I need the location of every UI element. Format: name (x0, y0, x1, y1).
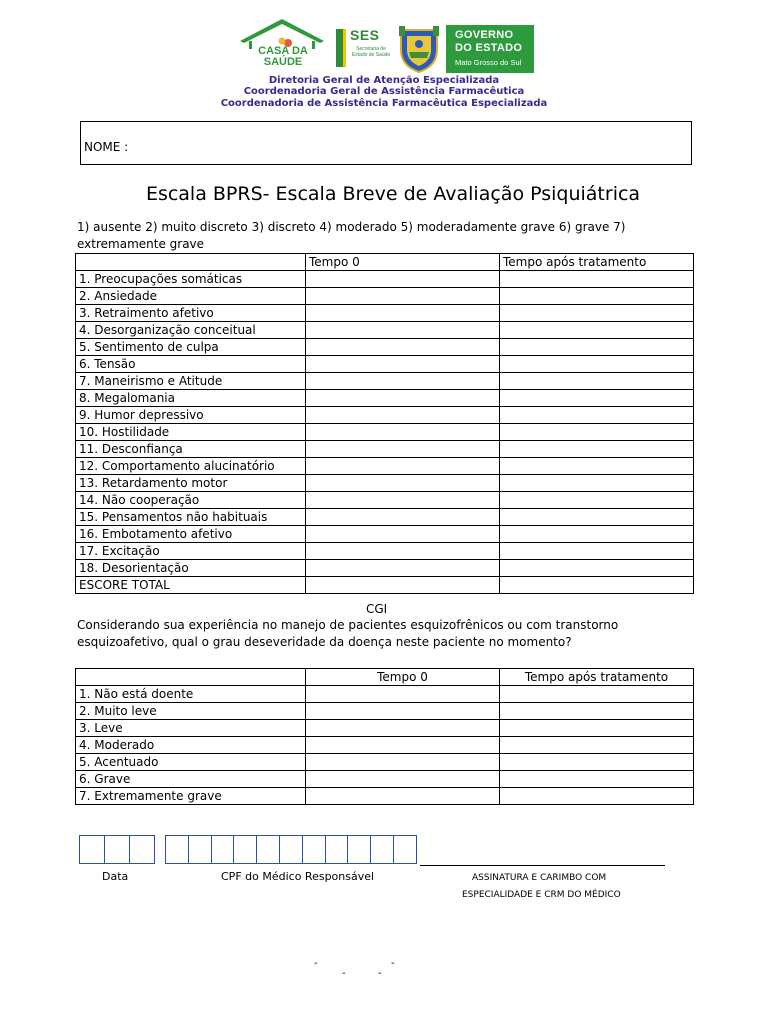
bprs-time0-cell[interactable] (306, 492, 500, 509)
cgi-question-line-1: Considerando sua experiência no manejo de pacientes esquizofrênicos ou com transtorno (77, 618, 619, 632)
bprs-item-label: 9. Humor depressivo (76, 407, 306, 424)
cgi-table (75, 668, 694, 805)
bprs-item-label: ESCORE TOTAL (76, 577, 306, 594)
bprs-row (76, 339, 694, 356)
bprs-after-cell[interactable] (500, 373, 694, 390)
cgi-time0-cell[interactable] (306, 788, 500, 805)
name-label: NOME : (84, 140, 129, 154)
cgi-after-cell[interactable] (500, 686, 694, 703)
cpf-digit-box[interactable] (256, 835, 280, 864)
bprs-time0-cell[interactable] (306, 339, 500, 356)
ses-subtitle: Secretaria de Estado de Saúde (351, 46, 391, 58)
bprs-row (76, 322, 694, 339)
bprs-item-label: 5. Sentimento de culpa (76, 339, 306, 356)
cgi-row (76, 771, 694, 788)
bprs-header-empty (76, 254, 306, 271)
ses-title: SES (350, 27, 380, 43)
footer-dash-mark: - (342, 968, 346, 979)
cgi-after-cell[interactable] (500, 703, 694, 720)
cgi-row (76, 788, 694, 805)
date-digit-box[interactable] (79, 835, 105, 864)
bprs-item-label: 1. Preocupações somáticas (76, 271, 306, 288)
cgi-row (76, 720, 694, 737)
bprs-header-after: Tempo após tratamento (500, 254, 694, 271)
bprs-time0-cell[interactable] (306, 407, 500, 424)
bprs-item-label: 18. Desorientação (76, 560, 306, 577)
cgi-item-label: 6. Grave (76, 771, 306, 788)
bprs-after-cell[interactable] (500, 322, 694, 339)
cgi-row (76, 754, 694, 771)
document-title: Escala BPRS- Escala Breve de Avaliação Psiquiátrica (145, 183, 641, 205)
bprs-item-label: 10. Hostilidade (76, 424, 306, 441)
cpf-digit-box[interactable] (325, 835, 349, 864)
bprs-row (76, 424, 694, 441)
bprs-header-time0: Tempo 0 (306, 254, 500, 271)
directorate-line-3: Coordenadoria de Assistência Farmacêutica Especializada (220, 98, 548, 109)
bprs-row (76, 356, 694, 373)
bprs-time0-cell[interactable] (306, 271, 500, 288)
cgi-header-empty (76, 669, 306, 686)
cgi-item-label: 1. Não está doente (76, 686, 306, 703)
bprs-after-cell[interactable] (500, 441, 694, 458)
signature-label-line-1: ASSINATURA E CARIMBO COM (472, 873, 607, 883)
cgi-header-row (76, 669, 694, 686)
cgi-time0-cell[interactable] (306, 720, 500, 737)
cpf-digit-box[interactable] (347, 835, 371, 864)
cpf-digit-box[interactable] (233, 835, 257, 864)
bprs-item-label: 16. Embotamento afetivo (76, 526, 306, 543)
date-digit-box[interactable] (104, 835, 130, 864)
bprs-after-cell[interactable] (500, 288, 694, 305)
cgi-time0-cell[interactable] (306, 737, 500, 754)
cgi-item-label: 3. Leve (76, 720, 306, 737)
bprs-time0-cell[interactable] (306, 543, 500, 560)
cgi-item-label: 4. Moderado (76, 737, 306, 754)
bprs-after-cell[interactable] (500, 577, 694, 594)
bprs-time0-cell[interactable] (306, 305, 500, 322)
bprs-row (76, 509, 694, 526)
bprs-item-label: 6. Tensão (76, 356, 306, 373)
bprs-row (76, 305, 694, 322)
bprs-time0-cell[interactable] (306, 356, 500, 373)
bprs-row (76, 475, 694, 492)
signature-line[interactable] (420, 865, 665, 866)
gov-logo-line1: GOVERNO (455, 29, 514, 41)
cgi-row (76, 703, 694, 720)
bprs-after-cell[interactable] (500, 407, 694, 424)
state-coat-of-arms (397, 24, 441, 74)
directorate-line-1: Diretoria Geral de Atenção Especializada (268, 75, 500, 86)
cgi-after-cell[interactable] (500, 788, 694, 805)
bprs-row (76, 526, 694, 543)
casa-da-saude-logo (236, 17, 328, 73)
bprs-row (76, 543, 694, 560)
bprs-row (76, 407, 694, 424)
ses-yellow-bar (343, 29, 346, 67)
bprs-header-row (76, 254, 694, 271)
cpf-digit-box[interactable] (279, 835, 303, 864)
governo-estado-logo (446, 25, 534, 73)
bprs-row (76, 560, 694, 577)
casa-logo-text: CASA DA SAÚDE (258, 45, 308, 68)
footer-dash-mark: - (391, 958, 395, 969)
directorate-line-2: Coordenadoria Geral de Assistência Farmacêutica (243, 86, 525, 97)
date-digit-box[interactable] (129, 835, 155, 864)
cgi-heading: CGI (366, 602, 388, 616)
bprs-item-label: 7. Maneirismo e Atitude (76, 373, 306, 390)
scale-legend-line-1: 1) ausente 2) muito discreto 3) discreto 4) moderado 5) moderadamente grave 6) grave 7) (77, 220, 626, 234)
bprs-row (76, 441, 694, 458)
footer-dash-mark: - (378, 968, 382, 979)
signature-label-line-2: ESPECIALIDADE E CRM DO MÉDICO (462, 890, 621, 900)
bprs-item-label: 12. Comportamento alucinatório (76, 458, 306, 475)
cgi-item-label: 5. Acentuado (76, 754, 306, 771)
bprs-item-label: 3. Retraimento afetivo (76, 305, 306, 322)
gov-logo-line2: DO ESTADO (455, 42, 523, 54)
scale-legend-line-2: extremamente grave (77, 237, 205, 251)
bprs-item-label: 14. Não cooperação (76, 492, 306, 509)
bprs-after-cell[interactable] (500, 475, 694, 492)
name-field-box[interactable] (80, 121, 692, 165)
bprs-time0-cell[interactable] (306, 288, 500, 305)
cgi-header-after: Tempo após tratamento (500, 669, 694, 686)
bprs-time0-cell[interactable] (306, 424, 500, 441)
bprs-after-cell[interactable] (500, 339, 694, 356)
cgi-item-label: 2. Muito leve (76, 703, 306, 720)
cpf-digit-box[interactable] (393, 835, 417, 864)
bprs-after-cell[interactable] (500, 271, 694, 288)
cgi-row (76, 686, 694, 703)
bprs-time0-cell[interactable] (306, 475, 500, 492)
bprs-time0-cell[interactable] (306, 373, 500, 390)
bprs-time0-cell[interactable] (306, 322, 500, 339)
bprs-row (76, 288, 694, 305)
bprs-time0-cell[interactable] (306, 458, 500, 475)
cgi-time0-cell[interactable] (306, 754, 500, 771)
bprs-time0-cell[interactable] (306, 577, 500, 594)
bprs-item-label: 11. Desconfiança (76, 441, 306, 458)
bprs-time0-cell[interactable] (306, 390, 500, 407)
bprs-after-cell[interactable] (500, 543, 694, 560)
cgi-after-cell[interactable] (500, 754, 694, 771)
footer-dash-mark: - (314, 958, 318, 969)
cgi-time0-cell[interactable] (306, 771, 500, 788)
cgi-question-line-2: esquizoafetivo, qual o grau deseveridade da doença neste paciente no momento? (77, 635, 572, 649)
bprs-row (76, 492, 694, 509)
bprs-row (76, 373, 694, 390)
coat-of-arms-icon (397, 24, 441, 74)
cgi-item-label: 7. Extremamente grave (76, 788, 306, 805)
bprs-row (76, 458, 694, 475)
bprs-after-cell[interactable] (500, 526, 694, 543)
bprs-after-cell[interactable] (500, 509, 694, 526)
gov-logo-line3: Mato Grosso do Sul (455, 58, 522, 67)
bprs-row (76, 577, 694, 594)
bprs-after-cell[interactable] (500, 390, 694, 407)
bprs-item-label: 4. Desorganização conceitual (76, 322, 306, 339)
bprs-item-label: 8. Megalomania (76, 390, 306, 407)
bprs-item-label: 2. Ansiedade (76, 288, 306, 305)
date-label: Data (102, 870, 129, 883)
cgi-after-cell[interactable] (500, 737, 694, 754)
cgi-after-cell[interactable] (500, 771, 694, 788)
ses-green-bar (336, 29, 343, 67)
cgi-header-time0: Tempo 0 (306, 669, 500, 686)
bprs-table (75, 253, 694, 594)
bprs-row (76, 390, 694, 407)
bprs-time0-cell[interactable] (306, 509, 500, 526)
bprs-item-label: 15. Pensamentos não habituais (76, 509, 306, 526)
cpf-digit-box[interactable] (302, 835, 326, 864)
cgi-time0-cell[interactable] (306, 686, 500, 703)
bprs-after-cell[interactable] (500, 356, 694, 373)
cgi-time0-cell[interactable] (306, 703, 500, 720)
cpf-digit-box[interactable] (188, 835, 212, 864)
bprs-after-cell[interactable] (500, 560, 694, 577)
cpf-digit-box[interactable] (165, 835, 189, 864)
bprs-time0-cell[interactable] (306, 526, 500, 543)
cpf-digit-box[interactable] (211, 835, 235, 864)
bprs-after-cell[interactable] (500, 492, 694, 509)
cpf-label: CPF do Médico Responsável (221, 870, 375, 883)
bprs-time0-cell[interactable] (306, 441, 500, 458)
bprs-item-label: 13. Retardamento motor (76, 475, 306, 492)
bprs-after-cell[interactable] (500, 458, 694, 475)
bprs-time0-cell[interactable] (306, 560, 500, 577)
bprs-item-label: 17. Excitação (76, 543, 306, 560)
cgi-after-cell[interactable] (500, 720, 694, 737)
bprs-after-cell[interactable] (500, 305, 694, 322)
cpf-digit-box[interactable] (370, 835, 394, 864)
ses-logo (336, 25, 393, 70)
bprs-after-cell[interactable] (500, 424, 694, 441)
bprs-row (76, 271, 694, 288)
cgi-row (76, 737, 694, 754)
